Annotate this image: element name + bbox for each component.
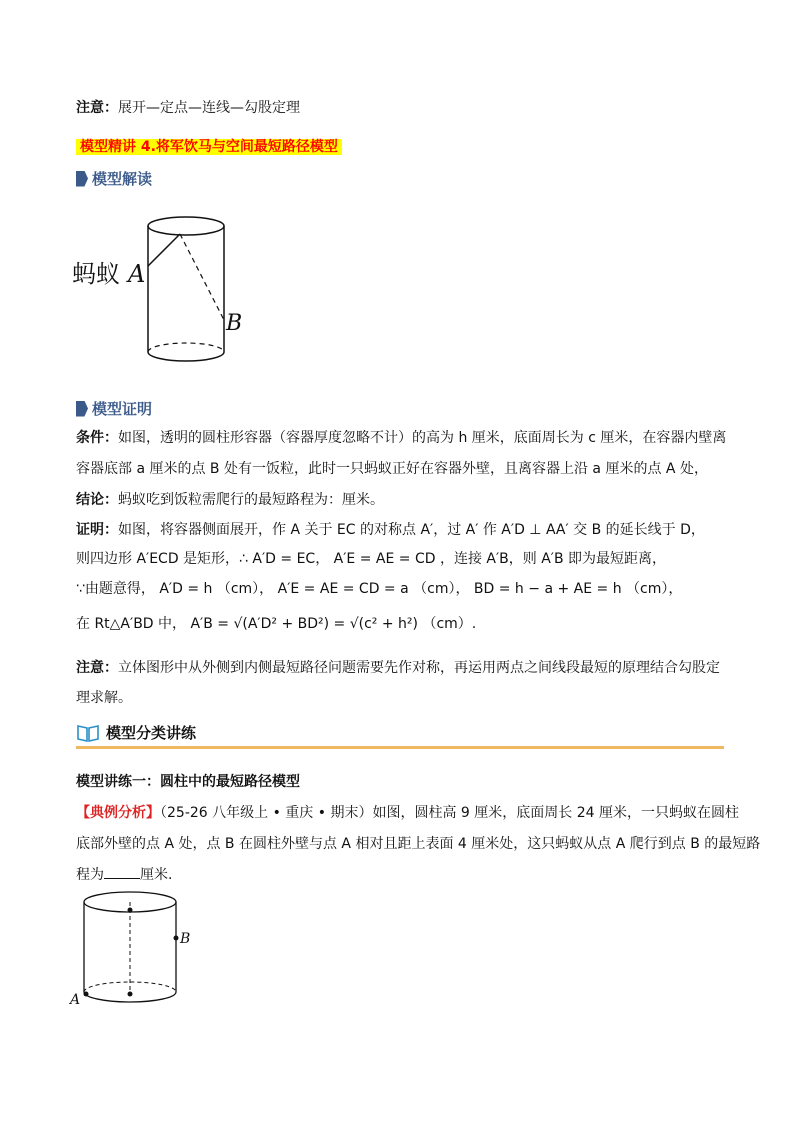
example-text-3-post: 厘米. (140, 867, 173, 883)
proof-line-1 (76, 520, 705, 540)
example-tag: 【典例分析】 (76, 805, 160, 821)
example-text-3-pre: 程为 (76, 867, 104, 883)
condition-label: 条件： (76, 430, 118, 446)
path-solid (148, 234, 180, 266)
conclusion-label: 结论： (76, 492, 118, 508)
example-line-1 (76, 803, 739, 823)
note2-line-2 (76, 688, 132, 708)
note2-line-1 (76, 658, 720, 678)
proof-line-3 (76, 579, 682, 599)
book-icon (76, 723, 100, 743)
model-title-line (76, 137, 342, 157)
point-a-dot (84, 992, 89, 997)
section-marker-icon (76, 171, 88, 187)
condition-text-2: 容器底部 a 厘米的点 B 处有一饭粒，此时一只蚂蚁正好在容器外壁，且离容器上沿 a 厘米的点 A 处， (76, 461, 708, 477)
conclusion-text: 蚂蚁吃到饭粒需爬行的最短路程为：厘米。 (118, 492, 384, 508)
model-title: 模型精讲 4.将军饮马与空间最短路径模型 (76, 139, 342, 155)
note2-text-1: 立体图形中从外侧到内侧最短路径问题需要先作对称，再运用两点之间线段最短的原理结合勾股定 (118, 660, 720, 676)
bottom-center-dot (128, 992, 133, 997)
point-b-label-2: B (180, 931, 191, 947)
cylinder-top-ellipse (148, 217, 224, 235)
ant-label: 蚂蚁 (72, 260, 120, 288)
conclusion-line (76, 490, 384, 510)
section-train-rule (76, 746, 724, 749)
top-center-dot (128, 908, 133, 913)
note-line (76, 98, 300, 118)
example-text-2: 底部外壁的点 A 处，点 B 在圆柱外壁与点 A 相对且距上表面 4 厘米处，这只蚂蚁从点 A 爬行到点 B 的最短路 (76, 836, 761, 852)
condition-text-1: 如图，透明的圆柱形容器（容器厚度忽略不计）的高为 h 厘米，底面周长为 c 厘米，在容器内壁离 (118, 430, 727, 446)
training1-title: 模型讲练一：圆柱中的最短路径模型 (76, 774, 300, 790)
section-train-title: 模型分类讲练 (106, 724, 197, 742)
note-text: 展开—定点—连线—勾股定理 (118, 100, 300, 116)
proof-text-4: 在 Rt△A′BD 中， A′B = √(A′D² + BD²) = √(c² + h²) （cm）. (76, 616, 477, 632)
example-line-3 (76, 864, 172, 885)
condition-line-2 (76, 459, 708, 479)
answer-blank (104, 864, 140, 879)
section-read-header (76, 168, 152, 189)
path-dashed (180, 234, 224, 320)
proof-text-2: 则四边形 A′ECD 是矩形，∴ A′D = EC， A′E = AE = CD ，连接 A′B，则 A′B 即为最短距离， (76, 551, 667, 567)
proof-text-1: 如图，将容器侧面展开，作 A 关于 EC 的对称点 A′，过 A′ 作 A′D ⊥ AA′ 交 B 的延长线于 D， (118, 522, 705, 538)
point-b-dot (174, 936, 179, 941)
section-proof-header (76, 398, 152, 419)
figure-cylinder-2 (66, 888, 206, 1013)
point-a-label-2: A (70, 992, 81, 1008)
section-proof-title: 模型证明 (92, 400, 153, 418)
cylinder-bottom-front (148, 352, 224, 361)
point-b-label: B (226, 311, 243, 336)
figure-cylinder-1 (70, 212, 270, 372)
condition-line-1 (76, 428, 726, 448)
note2-label: 注意： (76, 660, 118, 676)
example-text-1: （25-26 八年级上 • 重庆 • 期末）如图，圆柱高 9 厘米，底面周长 24 厘米，一只蚂蚁在圆柱 (160, 805, 739, 821)
section-marker-icon (76, 401, 88, 417)
cylinder-bottom-back (148, 343, 224, 352)
example-line-2 (76, 834, 760, 854)
section-read-title: 模型解读 (92, 170, 153, 188)
note-label: 注意： (76, 100, 118, 116)
point-a-label: A (128, 260, 146, 288)
proof-text-3: ∵由题意得， A′D = h （cm）， A′E = AE = CD = a （cm）， BD = h − a + AE = h （cm）， (76, 581, 683, 597)
proof-line-4 (76, 614, 476, 634)
note2-text-2: 理求解。 (76, 690, 132, 706)
section-train-header (76, 722, 196, 743)
proof-line-2 (76, 549, 666, 569)
proof-label: 证明： (76, 522, 118, 538)
